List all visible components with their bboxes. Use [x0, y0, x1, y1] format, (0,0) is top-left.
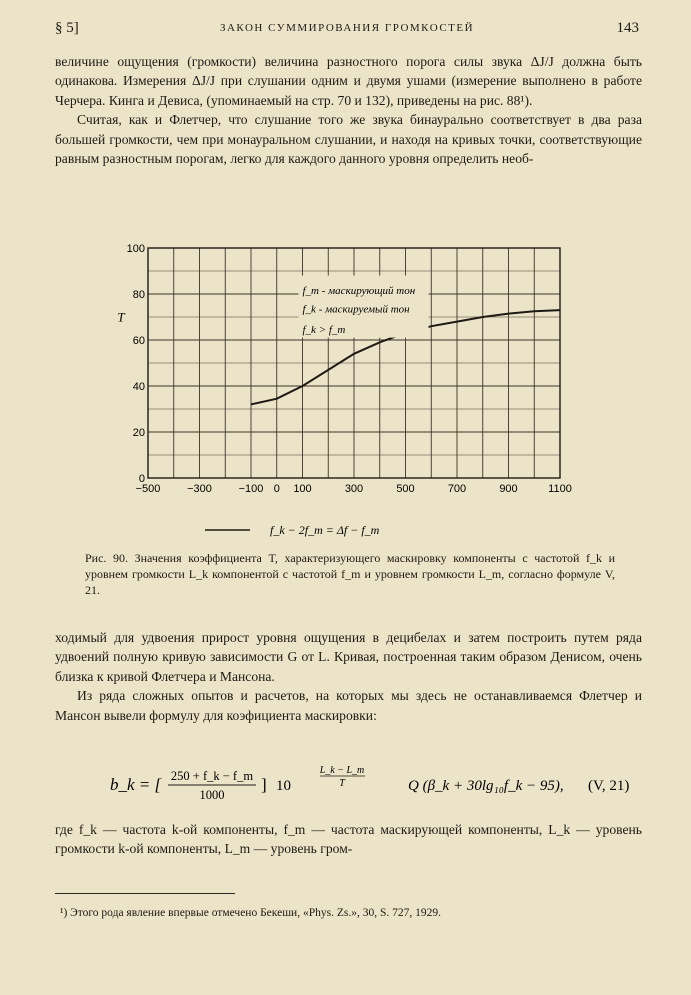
formula-numerator: 250 + f_k − f_m — [170, 769, 254, 783]
paragraph: Из ряда сложных опытов и расчетов, на которых мы здесь не останавливаемся Флетчер и Мансон вывели формулу для коэфициента маскировки: — [55, 688, 642, 723]
formula-exp-bottom: T — [339, 778, 345, 789]
y-tick-label: 40 — [132, 381, 145, 393]
formula-exp-top: L_k − L_m — [319, 765, 365, 776]
annotation-condition: f_k > f_m — [302, 324, 346, 337]
x-tick-label: 900 — [499, 483, 518, 495]
y-tick-label: 20 — [132, 427, 145, 439]
x-tick-label: −300 — [187, 483, 212, 495]
paragraph: ходимый для удвоения прирост уровня ощущения в децибелах и затем построить путем ряда удвоений полную кривую зависимости G от L. Кривая, построенная таким образом Денисом, очень близка к кривой Флетчера и Мансона. — [55, 630, 642, 684]
running-title: ЗАКОН СУММИРОВАНИЯ ГРОМКОСТЕЙ — [219, 22, 475, 34]
paragraph: где f_k — частота k-ой компоненты, f_m — частота маскирующей компоненты, L_k — уровень громкости k-ой компоненты, L_m — уровень гром- — [55, 822, 642, 857]
x-tick-label: 500 — [396, 483, 415, 495]
y-tick-label: 60 — [132, 335, 145, 347]
x-tick-label: 700 — [447, 483, 467, 495]
x-tick-label: 0 — [273, 483, 280, 495]
x-tick-label: 1100 — [548, 483, 572, 495]
body-text-bottom — [55, 628, 642, 725]
body-text-top — [55, 52, 642, 168]
x-tick-label: 100 — [293, 483, 312, 495]
y-tick-label: 100 — [126, 243, 145, 255]
paragraph: величине ощущения (громкости) величина разностного порога силы звука ΔJ/J должна быть одинакова. Измерения ΔJ/J при слушании одним и двумя ушами (измерение выполнено в работе Черчера. Кинга и Девиса, (упоминаемый на стр. 70 и 132), приведены на рис. 88¹). — [55, 54, 642, 108]
figure-90-chart — [100, 238, 610, 573]
x-tick-label: 300 — [344, 483, 364, 495]
body-text-last — [55, 820, 642, 859]
formula-number: (V, 21) — [588, 778, 630, 794]
formula-denominator: 1000 — [199, 788, 225, 802]
formula-ten: 10 — [276, 778, 291, 794]
annotation-masking-tone: f_m - маскирующий тон — [302, 285, 416, 297]
legend-formula-label: f_k − 2f_m = Δf − f_m — [270, 523, 380, 537]
y-tick-label: 80 — [132, 289, 145, 301]
formula-rbracket: ] — [261, 775, 267, 794]
section-number: § 5] — [55, 20, 79, 36]
formula-tail: Q (β_k + 30lg₁₀f_k − 95), — [408, 778, 564, 794]
footnote-rule — [55, 893, 235, 894]
annotation-masked-tone: f_k - маскируемый тон — [302, 303, 410, 316]
chart-svg — [100, 238, 610, 550]
figure-caption: Рис. 90. Значения коэффициента T, характеризующего маскировку компоненты с частотой f_k и уровнем громкости L_k компонентой с частотой f_m и уровнем громкости L_m, согласно формуле V, 21. — [85, 551, 615, 597]
formula-lhs: b_k = [ — [110, 775, 162, 794]
x-tick-label: −500 — [135, 483, 161, 495]
formula-v21 — [110, 764, 650, 804]
y-tick-label: 0 — [138, 473, 145, 485]
page-number: 143 — [616, 20, 639, 36]
x-tick-label: −100 — [238, 483, 264, 495]
paragraph: Считая, как и Флетчер, что слушание того же звука бинаурально соответствует в два раза большей громкости, чем при монауральном слушании, и находя на кривых точки, соответствующие равным разностным порогам, легко для каждого данного уровня определить необ- — [55, 112, 642, 167]
footnote: ¹) Этого рода явление впервые отмечено Бекеши, «Phys. Zs.», 30, S. 727, 1929. — [60, 907, 441, 919]
running-header — [55, 20, 639, 42]
y-axis-label: T — [117, 309, 125, 325]
